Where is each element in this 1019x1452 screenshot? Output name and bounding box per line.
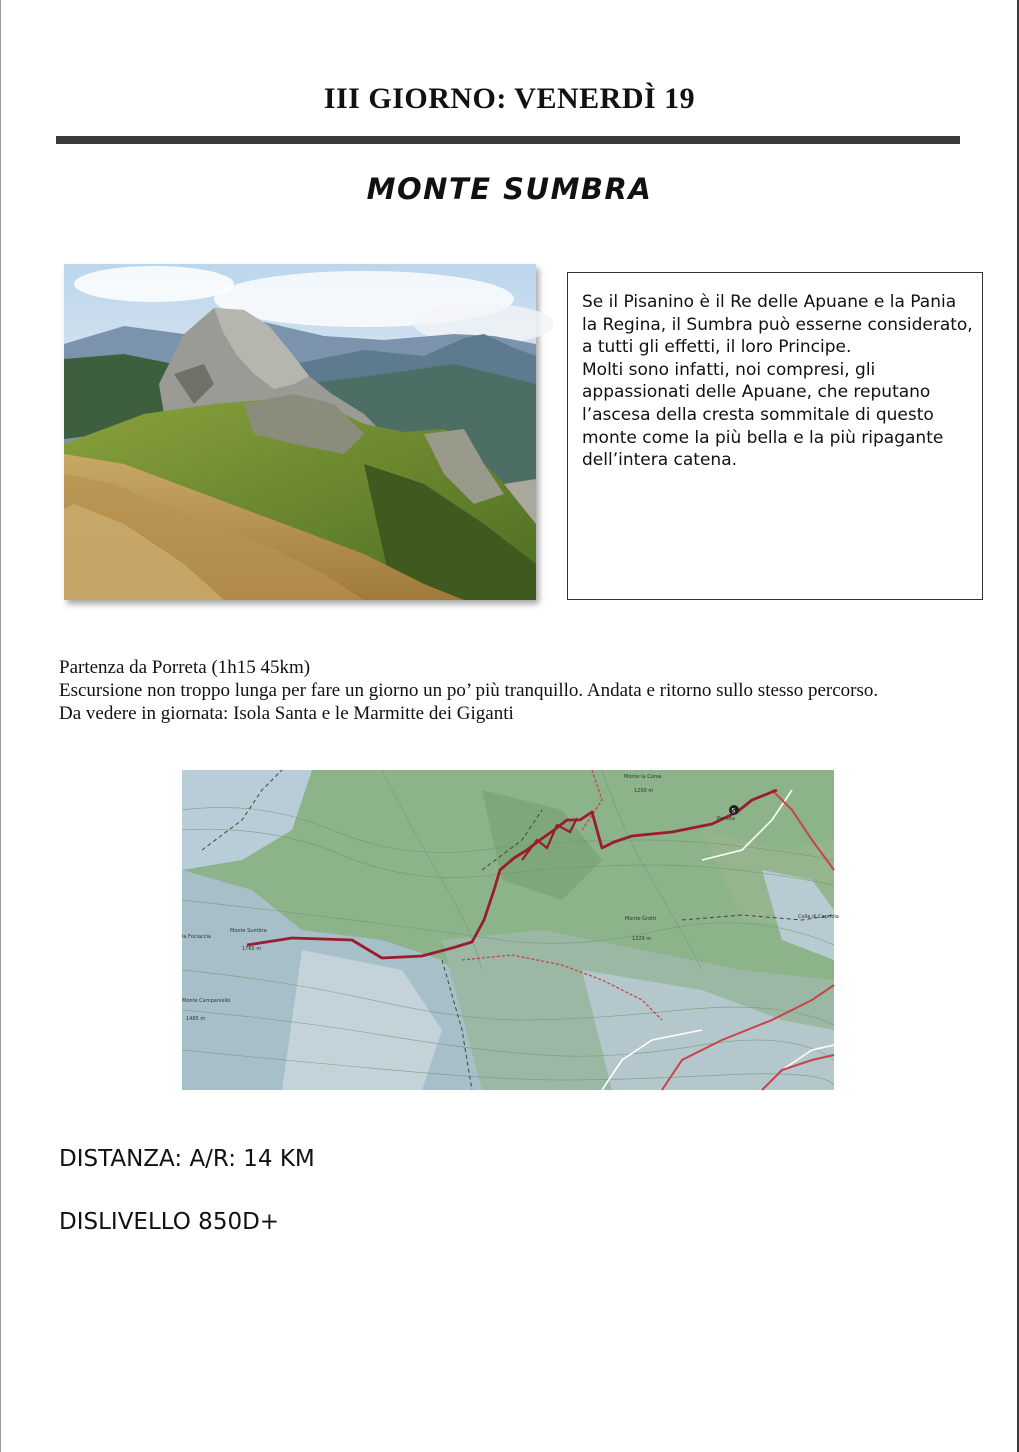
description-text: Se il Pisanino è il Re delle Apuane e la Pania la Regina, il Sumbra può esserne considerato, a tutti gli effetti, il loro Principe. Molti sono infatti, noi compresi, gli appassionati delle Apuane, che reputano l’ascesa della cresta sommitale di questo monte come la più bella e la più ripagante dell’intera catena. [582,292,973,471]
trip-info [59,656,959,725]
map-label-monte-la-corsa-elev: 1250 m [634,788,654,794]
description-box [567,272,983,600]
map-start-marker: S [731,807,736,815]
map-label-colle-capriola: Colle di Capriola [798,914,839,920]
map-label-monte-sumbra-elev: 1765 m [242,946,262,952]
page-left-edge [0,0,1,1452]
route-map [182,770,839,1090]
sights-line: Da vedere in giornata: Isola Santa e le Marmitte dei Giganti [59,703,514,724]
mountain-photo [64,264,536,600]
map-label-monte-la-corsa: Monte la Corsa [624,774,662,780]
map-label-porreta: Porreta [717,816,735,822]
map-label-monte-grotti: Monte Grotti [625,916,657,922]
elevation-stat: DISLIVELLO 850D+ [59,1209,280,1235]
day-title: III GIORNO: VENERDÌ 19 [323,82,696,115]
map-label-monte-campaniello: Monte Campaniello [182,998,231,1004]
map-label-monte-grotti-elev: 1329 m [632,936,652,942]
excursion-line: Escursione non troppo lunga per fare un giorno un po’ più tranquillo. Andata e ritorno sullo stesso percorso. [59,680,879,701]
map-label-monte-campaniello-elev: 1485 m [186,1016,206,1022]
map-label-monte-sumbra: Monte Sumbra [230,928,267,934]
map-label-la-fociaccia: la Fociaccia [182,934,211,940]
title-divider [56,136,960,144]
mountain-name: MONTE SUMBRA [366,172,653,206]
departure-line: Partenza da Porreta (1h15 45km) [59,657,311,678]
distance-stat: DISTANZA: A/R: 14 KM [59,1146,315,1172]
